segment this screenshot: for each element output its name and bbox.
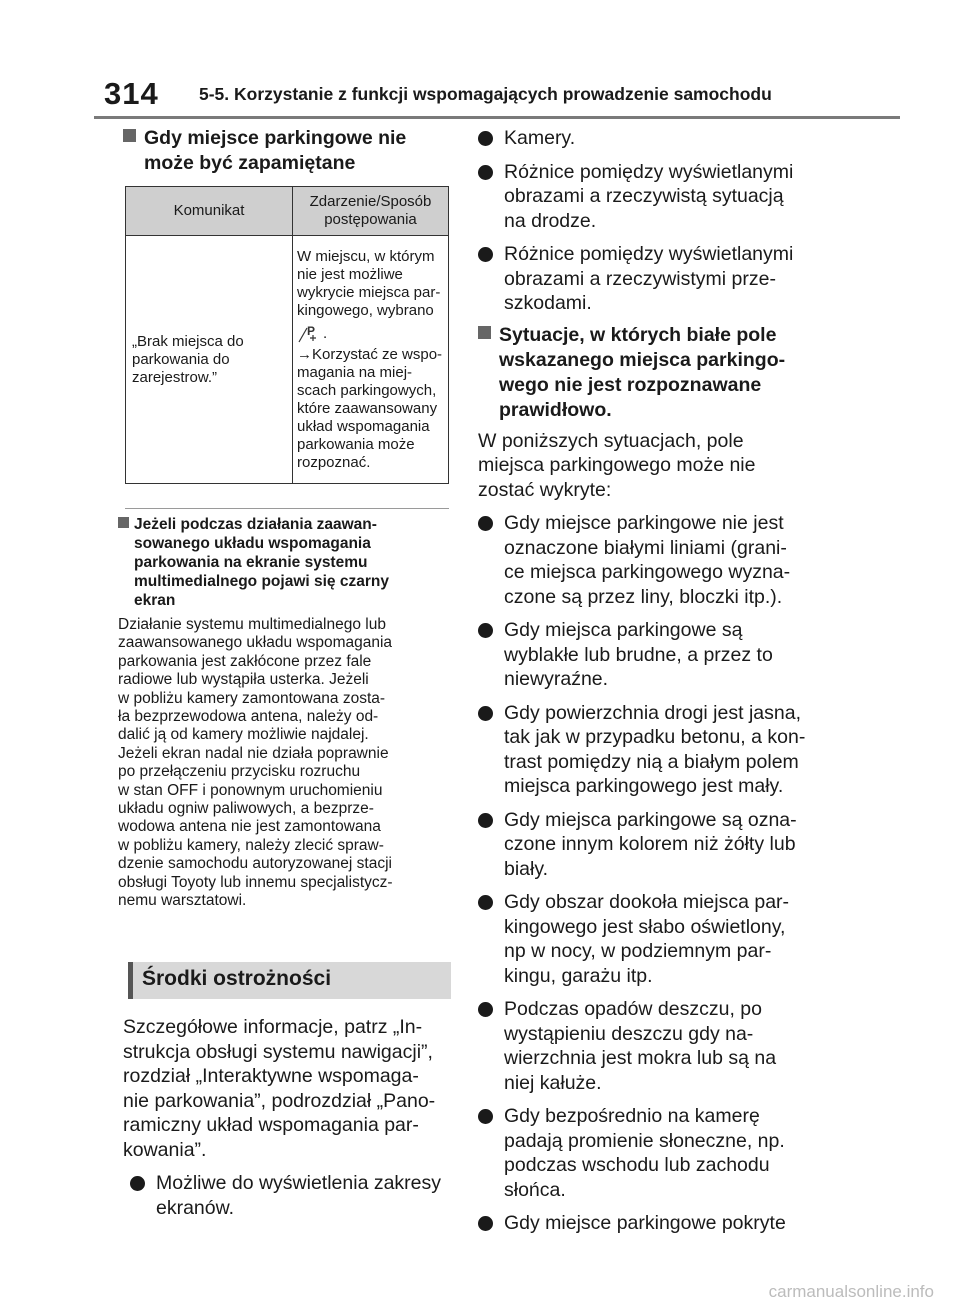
bullet-line: Gdy miejsce parkingowe nie jest (504, 512, 784, 534)
action-line: nie jest możliwe (297, 265, 403, 283)
bullet-line: oznaczone białymi liniami (grani- (504, 536, 787, 559)
bullet-line: czone innym kolorem niż żółty lub (504, 833, 796, 855)
bullet-line: obrazami a rzeczywistą sytuacją (504, 185, 784, 207)
bullet-line: tak jak w przypadku betonu, a kon- (504, 726, 806, 748)
bullet-line: Podczas opadów deszczu, po (504, 998, 762, 1020)
bullet-line: np w nocy, w podziemnym par- (504, 940, 772, 962)
bullet-line: miejsca parkingowego jest mały. (504, 775, 784, 797)
section-divider (125, 508, 449, 509)
body-line: ła bezprzewodowa antena, należy od- (118, 708, 379, 726)
list-item (478, 1104, 808, 1202)
heading-line: ekran (134, 592, 176, 609)
bullet-line: wyblakłe lub brudne, a przez to (504, 643, 773, 666)
list-item (478, 618, 808, 692)
heading-line: parkowania na ekranie systemu (134, 554, 368, 571)
bullet-dot-icon (478, 895, 493, 910)
bullet-line: Gdy miejsca parkingowe są (504, 619, 743, 641)
parking-icon-row: P . (297, 324, 445, 344)
bullet-dot-icon (478, 813, 493, 828)
parking-icon (297, 324, 323, 344)
bullet-line: Gdy miejsca parkingowe są ozna- (504, 808, 797, 831)
message-line: zarejestrow.” (132, 368, 218, 386)
right-heading (478, 323, 808, 423)
bullet-dot-icon (478, 165, 493, 180)
section-black-screen (118, 515, 457, 911)
bullet-line: ekranów. (156, 1196, 235, 1219)
heading-line: sowanego układu wspomagania (134, 535, 371, 552)
watermark-text: carmanualsonline.info (768, 1282, 934, 1301)
heading-line: prawidłowo. (499, 398, 612, 421)
heading-line: wskazanego miejsca parkingo- (499, 348, 786, 371)
bullet-line: trast pomiędzy nią a białym polem (504, 750, 799, 773)
action-line: wykrycie miejsca par- (297, 283, 441, 301)
bullet-line: Różnice pomiędzy wyświetlanymi (504, 243, 794, 265)
bullet-line: Gdy bezpośrednio na kamerę (504, 1105, 760, 1127)
action-line: scach parkingowych, (297, 381, 437, 399)
bullet-dot-icon (478, 516, 493, 531)
heading-line: multimedialnego pojawi się czarny (134, 573, 389, 590)
table-header-action: Zdarzenie/Sposób postępowania (293, 187, 449, 236)
bullet-line: wierzchnia jest mokra lub są na (504, 1047, 777, 1069)
bullet-dot-icon (478, 247, 493, 262)
black-screen-body (118, 616, 457, 911)
body-line: w stan OFF i ponownym uruchomieniu (118, 781, 383, 799)
action-line: układ wspomagania (297, 417, 430, 435)
action-line: kingowego, wybrano (297, 301, 434, 319)
heading-line: Sytuacje, w których białe pole (478, 323, 808, 348)
body-line: zaawansowanego układu wspomagania (118, 634, 393, 652)
body-line: dalić ją od kamery możliwie najdalej. (118, 726, 369, 744)
bullet-line: wystąpieniu deszczu gdy na- (504, 1022, 754, 1045)
caution-bullet (130, 1171, 470, 1220)
list-item (478, 997, 808, 1095)
table-header-message: Komunikat (126, 187, 293, 236)
section-heading-unsaved-spot: Gdy miejsce parkingowe nie może być zapamiętane (123, 126, 453, 176)
caution-line: kowania”. (123, 1138, 207, 1161)
caution-line: ramiczny układ wspomagania par- (123, 1114, 419, 1136)
action-line: →Korzystać ze wspo- (297, 345, 443, 363)
action-line: magania na miej- (297, 363, 413, 381)
bullet-line: ce miejsca parkingowego wyzna- (504, 561, 791, 583)
bullet-line: niewyraźne. (504, 668, 609, 690)
right-intro (478, 429, 808, 503)
bullet-line: niej kałuże. (504, 1071, 602, 1094)
action-text-a (297, 248, 445, 320)
body-line: w pobliżu kamery, należy zlecić spraw- (118, 836, 384, 854)
body-line: dzenie samochodu autoryzowanej stacji (118, 855, 392, 873)
body-line: Jeżeli ekran nadal nie działa poprawnie (118, 744, 389, 762)
list-item (478, 808, 808, 882)
list-item (478, 701, 808, 799)
bullet-line: Możliwe do wyświetlenia zakresy (156, 1172, 442, 1194)
body-line: w pobliżu kamery zamontowana zosta- (118, 689, 386, 707)
square-bullet-icon (118, 517, 129, 528)
bullet-line: Gdy obszar dookoła miejsca par- (504, 891, 790, 913)
table-cell-message (126, 236, 293, 484)
bullet-dot-icon (478, 1109, 493, 1124)
list-item (478, 511, 808, 609)
message-table (125, 186, 449, 484)
square-bullet-icon (123, 129, 136, 142)
bullet-dot-icon (478, 1002, 493, 1017)
page-number: 314 (104, 76, 159, 111)
intro-line: miejsca parkingowego może nie (478, 454, 756, 476)
body-line: układu ogniw paliwowych, a bezprze- (118, 800, 374, 818)
body-line: Działanie systemu multimedialnego lub (118, 616, 386, 633)
caution-line: strukcja obsługi systemu nawigacji”, (123, 1040, 433, 1063)
body-line: nemu warsztatowi. (118, 892, 247, 910)
body-line: parkowania jest zakłócone przez fale (118, 652, 372, 670)
table-cell-action (293, 236, 449, 484)
right-bullets (478, 511, 808, 1236)
list-item (478, 160, 808, 234)
right-column (478, 126, 808, 1236)
bullet-line: szkodami. (504, 292, 592, 314)
black-screen-heading (127, 515, 457, 610)
caution-title: Środki ostrożności (142, 967, 332, 990)
intro-line: zostać wykryte: (478, 478, 612, 501)
list-item (478, 1211, 808, 1236)
action-line: parkowania może (297, 435, 415, 453)
caution-banner (128, 962, 451, 999)
bullet-line: obrazami a rzeczywistymi prze- (504, 267, 776, 290)
list-item (478, 126, 808, 151)
caution-body (123, 1015, 463, 1220)
running-title: 5-5. Korzystanie z funkcji wspomagających prowadzenie samochodu (199, 84, 772, 104)
action-line: W miejscu, w którym (297, 247, 435, 265)
bullet-line: Różnice pomiędzy wyświetlanymi (504, 160, 794, 183)
bullet-dot-icon (130, 1176, 145, 1191)
body-line: radiowe lub wystąpiła usterka. Jeżeli (118, 671, 369, 689)
body-line: obsługi Toyoty lub innemu specjalistycz- (118, 873, 393, 891)
intro-line: W poniższych sytuacjach, pole (478, 429, 744, 452)
bullet-line: kingowego jest słabo oświetlony, (504, 915, 786, 938)
bullet-line: słońca. (504, 1178, 566, 1201)
bullet-dot-icon (478, 623, 493, 638)
square-bullet-icon (478, 326, 491, 339)
caution-line: nie parkowania”, podrozdział „Pano- (123, 1089, 436, 1112)
list-item (478, 242, 808, 316)
message-line: „Brak miejsca do (132, 332, 244, 350)
bullet-line: czone są przez liny, bloczki itp.). (504, 585, 783, 608)
bullet-line: na drodze. (504, 209, 597, 232)
svg-text:P: P (307, 323, 316, 338)
heading-line: wego nie jest rozpoznawane (499, 373, 762, 396)
heading-line: Jeżeli podczas działania zaawan- (118, 515, 457, 534)
message-table-wrap (125, 186, 449, 484)
caution-text (123, 1015, 463, 1162)
right-bullets-top (478, 126, 808, 316)
action-text-b (297, 346, 445, 472)
bullet-line: Gdy powierzchnia drogi jest jasna, (504, 701, 801, 724)
bullet-line: Gdy miejsce parkingowe pokryte (504, 1212, 786, 1234)
action-line: rozpoznać. (297, 453, 371, 471)
bullet-line: padają promienie słoneczne, np. (504, 1129, 785, 1152)
bullet-dot-icon (478, 706, 493, 721)
caution-line: Szczegółowe informacje, patrz „In- (123, 1016, 423, 1038)
bullet-dot-icon (478, 1216, 493, 1231)
bullet-line: biały. (504, 857, 549, 880)
message-line: parkowania do (132, 350, 230, 368)
message-text (132, 333, 286, 387)
body-line: po przełączeniu przycisku rozruchu (118, 763, 361, 781)
bullet-line: kingu, garażu itp. (504, 964, 653, 987)
bullet-line: podczas wschodu lub zachodu (504, 1154, 770, 1176)
bullet-line: Kamery. (504, 127, 576, 149)
bullet-dot-icon (478, 131, 493, 146)
list-item (478, 890, 808, 988)
body-line: wodowa antena nie jest zamontowana (118, 818, 381, 836)
caution-line: rozdział „Interaktywne wspomaga- (123, 1065, 419, 1087)
action-line: które zaawansowany (297, 399, 438, 417)
header-rule (94, 116, 900, 119)
